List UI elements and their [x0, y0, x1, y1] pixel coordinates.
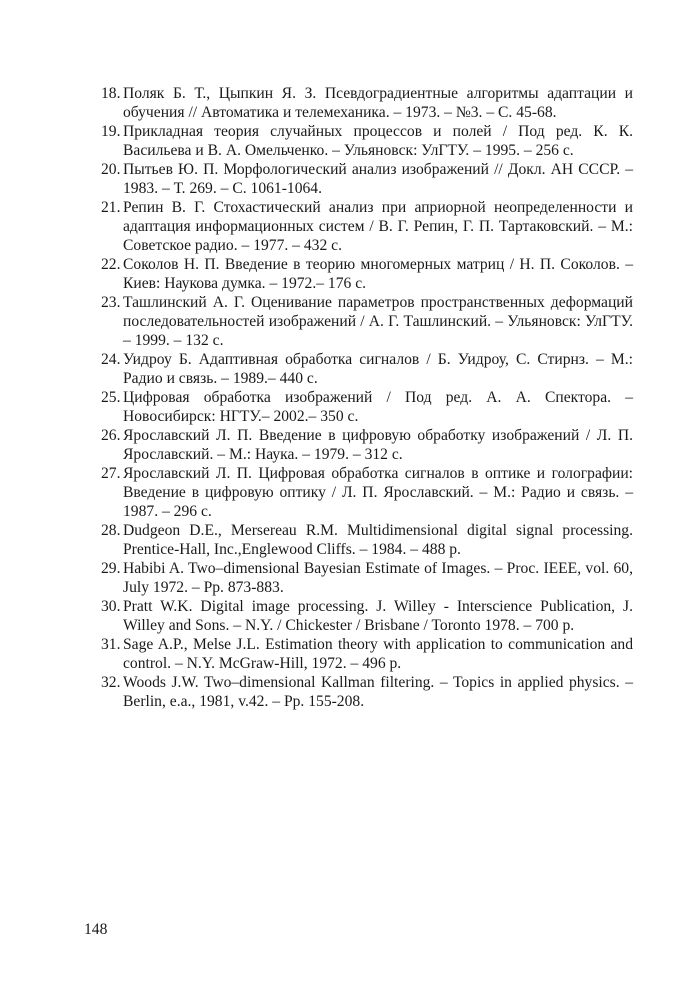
- reference-item-18: [101, 84, 633, 122]
- reference-text: Цифровая обработка изображений / Под ред. А. А. Спектора. – Новосибирск: НГТУ.– 2002.– 350 с.: [123, 389, 633, 425]
- reference-text: Sage A.P., Melse J.L. Estimation theory with application to communication and control. – N.Y. McGraw-Hill, 1972. – 496 p.: [123, 636, 633, 672]
- reference-text: Habibi A. Two–dimensional Bayesian Estimate of Images. – Proc. IEEE, vol. 60, July 1972. – Pp. 873-883.: [123, 560, 633, 596]
- reference-number: 23.: [101, 294, 121, 311]
- reference-item-21: [101, 198, 633, 255]
- reference-text: Уидроу Б. Адаптивная обработка сигналов / Б. Уидроу, С. Стирнз. – М.: Радио и связь. – 1989.– 440 с.: [123, 351, 633, 387]
- reference-text: Dudgeon D.E., Mersereau R.M. Multidimensional digital signal processing. Prentice-Hall, Inc.,Englewood Cliffs. – 1984. – 488 p.: [123, 522, 633, 558]
- reference-item-20: [101, 160, 633, 198]
- reference-text: Ярославский Л. П. Цифровая обработка сигналов в оптике и голографии: Введение в цифровую оптику / Л. П. Ярославский. – М.: Радио и связь. – 1987. – 296 с.: [123, 465, 633, 520]
- reference-text: Соколов Н. П. Введение в теорию многомерных матриц / Н. П. Соколов. – Киев: Наукова думка. – 1972.– 176 с.: [123, 256, 633, 292]
- reference-item-19: [101, 122, 633, 160]
- reference-list: [101, 84, 633, 711]
- reference-item-25: [101, 388, 633, 426]
- reference-text: Прикладная теория случайных процессов и полей / Под ред. К. К. Васильева и В. А. Омельченко. – Ульяновск: УлГТУ. – 1995. – 256 с.: [123, 123, 633, 159]
- reference-text: Пытьев Ю. П. Морфологический анализ изображений // Докл. АН СССР. – 1983. – Т. 269. – С. 1061-1064.: [123, 161, 633, 197]
- reference-item-31: [101, 635, 633, 673]
- reference-item-28: [101, 521, 633, 559]
- reference-number: 28.: [101, 522, 121, 539]
- reference-number: 20.: [101, 161, 121, 178]
- reference-number: 29.: [101, 560, 121, 577]
- reference-item-32: [101, 673, 633, 711]
- reference-item-27: [101, 464, 633, 521]
- reference-item-22: [101, 255, 633, 293]
- reference-number: 30.: [101, 598, 121, 615]
- reference-number: 32.: [101, 674, 121, 691]
- reference-item-30: [101, 597, 633, 635]
- reference-number: 27.: [101, 465, 121, 482]
- page-number: 148: [84, 921, 108, 938]
- reference-text: Репин В. Г. Стохастический анализ при априорной неопределенности и адаптация информационных систем / В. Г. Репин, Г. П. Тартаковский. – М.: Советское радио. – 1977. – 432 с.: [123, 199, 633, 254]
- reference-number: 22.: [101, 256, 121, 273]
- reference-text: Ташлинский А. Г. Оценивание параметров пространственных деформаций последовательностей изображений / А. Г. Ташлинский. – Ульяновск: УлГТУ. – 1999. – 132 с.: [123, 294, 633, 349]
- reference-number: 24.: [101, 351, 121, 368]
- reference-text: Woods J.W. Two–dimensional Kallman filtering. – Topics in applied physics. – Berlin, e.a., 1981, v.42. – Pp. 155-208.: [123, 674, 633, 710]
- reference-number: 31.: [101, 636, 121, 653]
- reference-text: Ярославский Л. П. Введение в цифровую обработку изображений / Л. П. Ярославский. – М.: Наука. – 1979. – 312 с.: [123, 427, 633, 463]
- reference-text: Поляк Б. Т., Цыпкин Я. З. Псевдоградиентные алгоритмы адаптации и обучения // Автоматика и телемеханика. – 1973. – №3. – С. 45-68.: [123, 85, 633, 121]
- reference-number: 18.: [101, 85, 121, 102]
- reference-item-29: [101, 559, 633, 597]
- reference-number: 26.: [101, 427, 121, 444]
- reference-item-26: [101, 426, 633, 464]
- reference-item-23: [101, 293, 633, 350]
- reference-number: 25.: [101, 389, 121, 406]
- reference-number: 21.: [101, 199, 121, 216]
- reference-number: 19.: [101, 123, 121, 140]
- reference-text: Pratt W.K. Digital image processing. J. Willey - Interscience Publication, J. Willey and Sons. – N.Y. / Chickester / Brisbane / Toronto 1978. – 700 p.: [123, 598, 633, 634]
- reference-item-24: [101, 350, 633, 388]
